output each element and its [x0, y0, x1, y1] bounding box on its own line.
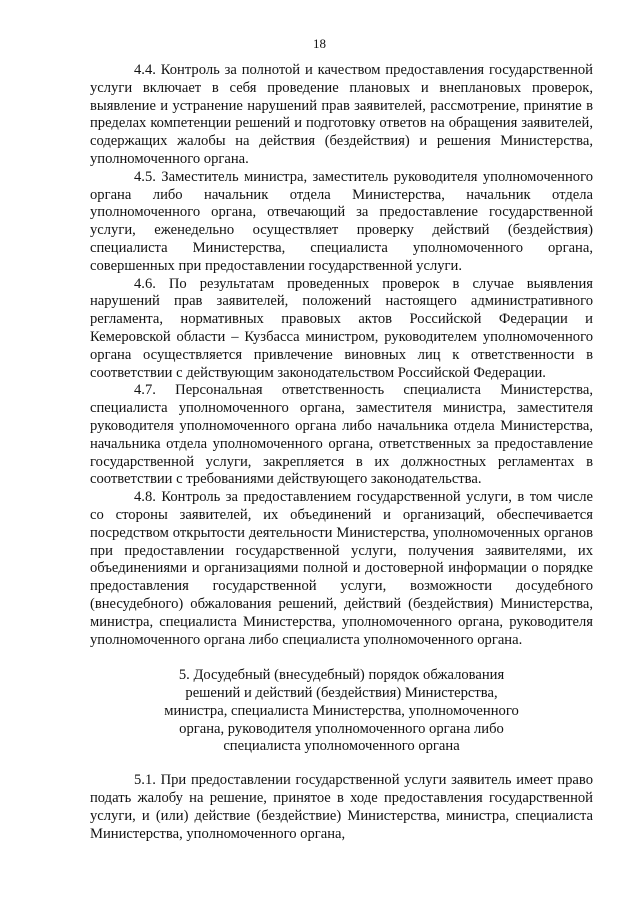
document-body: [90, 62, 593, 843]
section-heading-line: органа, руководителя уполномоченного органа либо: [179, 720, 504, 737]
paragraph-4-8: 4.8. Контроль за предоставлением государственной услуги, в том числе со стороны заявителей, их объединений и организаций, обеспечивается посредством открытости деятельности Министерства, уполномоченных органов при предоставлении государственной услуги, получения заявителями, их объединениями и организациями полной и достоверной информации о порядке предоставления государственной услуги, возможности досудебного (внесудебного) обжалования решений, действий (бездействия) Министерства, министра, специалиста Министерства, уполномоченного органа, руководителя уполномоченного органа либо специалиста уполномоченного органа.: [90, 489, 593, 648]
section-5-heading: [90, 667, 593, 756]
section-heading-line: 5. Досудебный (внесудебный) порядок обжалования: [178, 667, 505, 684]
paragraph-4-5: 4.5. Заместитель министра, заместитель руководителя уполномоченного органа либо начальник отдела Министерства, начальник отдела уполномоченного органа, отвечающий за предоставление государственной услуги, еженедельно осуществляет проверку действий (бездействия) специалиста Министерства, специалиста уполномоченного органа, совершенных при предоставлении государственной услуги.: [90, 168, 593, 274]
paragraph-5-1: 5.1. При предоставлении государственной услуги заявитель имеет право подать жалобу на решение, принятое в ходе предоставления государственной услуги, и (или) действие (бездействие) Министерства, министра, специалиста Министерства, уполномоченного органа,: [90, 772, 593, 842]
paragraph-4-7: 4.7. Персональная ответственность специалиста Министерства, специалиста уполномоченного органа, заместителя министра, заместителя руководителя уполномоченного органа либо начальника отдела Министерства, начальника отдела уполномоченного органа, ответственных за предоставление государственной услуги, закрепляется в их должностных регламентах в соответствии с требованиями действующего законодательства.: [90, 382, 593, 488]
page-number: 18: [313, 36, 326, 51]
section-heading-line: решений и действий (бездействия) Министерства,: [185, 685, 498, 702]
section-heading-line: специалиста уполномоченного органа: [223, 738, 460, 755]
section-heading-line: министра, специалиста Министерства, уполномоченного: [164, 702, 519, 719]
paragraph-4-4: 4.4. Контроль за полнотой и качеством предоставления государственной услуги включает в себя проведение плановых и внеплановых проверок, выявление и устранение нарушений прав заявителей, рассмотрение, принятие в пределах компетенции решений и подготовку ответов на обращения заявителей, содержащих жалобы на действия (бездействия) и решения Министерства, уполномоченного органа.: [90, 62, 593, 167]
paragraph-4-6: 4.6. По результатам проведенных проверок в случае выявления нарушений прав заявителей, положений настоящего административного регламента, нормативных правовых актов Российской Федерации и Кемеровской области – Кузбасса министром, руководителем уполномоченного органа осуществляется привлечение виновных лиц к ответственности в соответствии с действующим законодательством Российской Федерации.: [90, 275, 593, 381]
